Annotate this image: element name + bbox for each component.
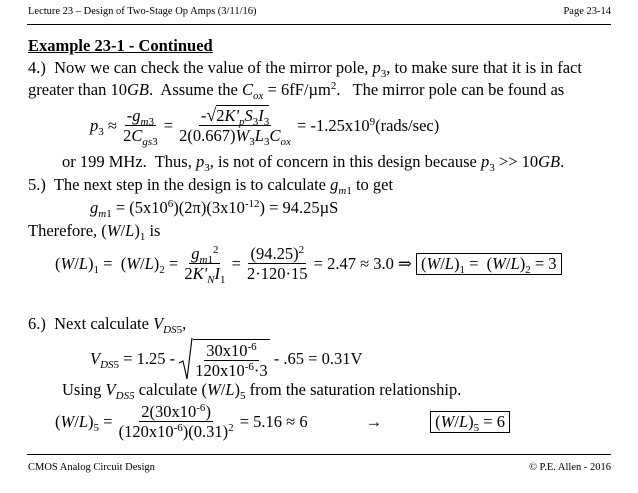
header-rule (27, 24, 611, 25)
sqrt-sign-icon (179, 337, 193, 381)
vds5-equation: $V_{DS5} = 1.25$ - $\frac{30x10^{-6}}{120x10^{-6}\cdot 3}$ - .65 = 0.31V (90, 337, 362, 381)
gm1-equation: $g_{m1} = (5x10^6)(2\pi)(3x10^{-12}) = 94.25\mu S$ (90, 198, 339, 220)
example-title: Example 23-1 - Continued (28, 36, 213, 55)
step5-line2: Therefore, $(W/L)_1$ is (28, 221, 161, 243)
step5-line1: 5.) The next step in the design is to calculate $g_{m1}$ to get (28, 175, 394, 197)
header-page-number: Page 23-14 (563, 6, 611, 17)
wl5-equation: $(W/L)_5$ = $\frac{2(30x10^{-6})}{(120x10^{-6})(0.31)^2}$ = 5.16 ≈ 6 → $(W/L)_5 = 6$ (55, 402, 510, 441)
step4-line3: or 199 MHz. Thus, $p_3$, is not of concern in this design because $p_3 >> 10GB$. (62, 152, 565, 174)
step4-line2: greater than 10GB. Assume the $C_{ox} = 6fF/\mu m^2$. The mirror pole can be found as (28, 80, 565, 102)
wl5-result-box: $(W/L)_5 = 6$ (430, 411, 510, 433)
step6-line1: 6.) Next calculate $V_{DS5}$, (28, 314, 187, 336)
wl1-result-box: $(W/L)_1 = (W/L)_2 = 3$ (416, 253, 562, 275)
wl1-equation: $(W/L)_1 = (W/L)_2$ = $\frac{g_{m1}^2}{2K'_NI_1}$ = $\frac{(94.25)^2}{2\cdot 120\cdot 15}$ = 2.47 ≈ 3.0 ⇒ $(W/L)_1 = (W/L)_2 = 3$ (55, 244, 562, 283)
arrow-icon: → (365, 411, 383, 431)
mirror-pole-equation: $p_3$ ≈ $\frac{-g_{m3}}{2C_{gs3}}$ = $\frac{-√2K'_pS_3I_3}{2(0.667)W_3L_3C_{ox}}$ = $-1.25x10^9(rads/\sec)$ (90, 105, 440, 148)
footer-rule (27, 454, 611, 455)
step6-line2: Using $V_{DS5}$ calculate $(W/L)_5$ from the saturation relationship. (62, 380, 462, 402)
footer-course-title: CMOS Analog Circuit Design (28, 462, 155, 473)
header-lecture-title: Lecture 23 – Design of Two-Stage Op Amps (3/11/16) (28, 6, 257, 17)
footer-copyright: © P.E. Allen - 2016 (528, 462, 611, 473)
step4-line1: 4.) Now we can check the value of the mirror pole, $p_3$, to make sure that it is in fact (28, 58, 582, 80)
